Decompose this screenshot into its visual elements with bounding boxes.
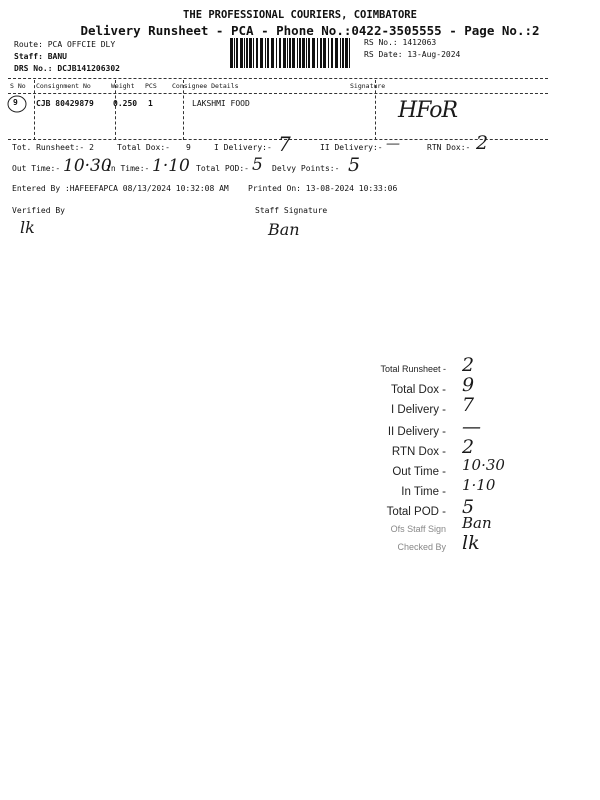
stamp-total-pod-value: 5 bbox=[462, 496, 475, 518]
out-time-label: Out Time:- bbox=[12, 164, 61, 173]
barcode-bar bbox=[236, 38, 238, 68]
barcode-bar bbox=[317, 38, 318, 68]
column-header-weight: Weight bbox=[111, 82, 135, 90]
barcode-bar bbox=[256, 38, 258, 68]
total-dox-value: 9 bbox=[186, 143, 191, 152]
stamp-out-time-value: 10·30 bbox=[462, 456, 505, 474]
barcode-bar bbox=[230, 38, 233, 68]
barcode-bar bbox=[331, 38, 333, 68]
verified-by-signature: lk bbox=[20, 218, 35, 237]
stamp-staff-sign-label: Ofs Staff Sign bbox=[390, 524, 446, 534]
barcode-bar bbox=[276, 38, 277, 68]
staff-signature: Ban bbox=[268, 220, 300, 239]
rtn-dox-value: 2 bbox=[476, 132, 489, 154]
stamp-i-delivery-value: 7 bbox=[462, 394, 475, 416]
column-header-sno: S No bbox=[10, 82, 26, 90]
stamp-checked-by-label: Checked By bbox=[397, 542, 446, 552]
rtn-dox-label: RTN Dox:- bbox=[427, 143, 471, 152]
runsheet-title: Delivery Runsheet - PCA - Phone No.:0422-3505555 - Page No.:2 bbox=[80, 23, 540, 38]
stamp-ii-delivery-value: — bbox=[462, 416, 481, 438]
stamp-rtn-dox-value: 2 bbox=[462, 436, 475, 458]
staff: Staff: BANU bbox=[14, 52, 67, 61]
barcode-bar bbox=[320, 38, 322, 68]
route: Route: PCA OFFCIE DLY bbox=[14, 40, 116, 49]
stamp-out-time-label: Out Time - bbox=[392, 466, 446, 478]
tot-runsheet: Tot. Runsheet:- 2 bbox=[12, 143, 94, 152]
table-row-weight: 0.250 bbox=[113, 99, 138, 108]
stamp-in-time-value: 1·10 bbox=[462, 476, 496, 494]
barcode-bar bbox=[244, 38, 245, 68]
printed-on: Printed On: 13-08-2024 10:33:06 bbox=[248, 184, 398, 193]
column-header-consignee: Consignee Details bbox=[172, 82, 239, 90]
barcode-bar bbox=[260, 38, 263, 68]
company-name: THE PROFESSIONAL COURIERS, COIMBATORE bbox=[183, 9, 417, 21]
rs-number: RS No.: 1412063 bbox=[364, 38, 437, 47]
barcode-bar bbox=[279, 38, 281, 68]
rs-date: RS Date: 13-Aug-2024 bbox=[364, 50, 461, 59]
drs-number: DRS No.: DCJB141206302 bbox=[14, 64, 120, 73]
barcode-bar bbox=[289, 38, 291, 68]
barcode-bar bbox=[302, 38, 305, 68]
barcode-bar bbox=[249, 38, 252, 68]
barcode-bar bbox=[234, 38, 235, 68]
barcode-bar bbox=[345, 38, 348, 68]
barcode-bar bbox=[308, 38, 310, 68]
table-row-consignment: CJB 80429879 bbox=[36, 99, 94, 108]
barcode-bar bbox=[306, 38, 307, 68]
in-time-value: 1·10 bbox=[152, 156, 190, 176]
barcode-bar bbox=[265, 38, 266, 68]
barcode-bar bbox=[299, 38, 301, 68]
stamp-i-delivery-label: I Delivery - bbox=[391, 404, 446, 416]
stamp-checked-by-value: lk bbox=[462, 532, 480, 554]
stamp-total-dox-value: 9 bbox=[462, 374, 475, 396]
ii-delivery-value: — bbox=[386, 136, 400, 152]
barcode-bar bbox=[292, 38, 295, 68]
entered-by: Entered By :HAFEEFAPCA 08/13/2024 10:32:08 AM bbox=[12, 184, 229, 193]
barcode-bar bbox=[287, 38, 288, 68]
i-delivery-label: I Delivery:- bbox=[214, 143, 272, 152]
barcode bbox=[230, 38, 354, 70]
table-row-pcs: 1 bbox=[148, 99, 153, 108]
barcode-bar bbox=[335, 38, 338, 68]
barcode-bar bbox=[240, 38, 243, 68]
barcode-bar bbox=[253, 38, 254, 68]
in-time-label: In Time:- bbox=[106, 164, 150, 173]
barcode-bar bbox=[328, 38, 329, 68]
barcode-bar bbox=[267, 38, 269, 68]
column-header-pcs: PCS bbox=[145, 82, 157, 90]
barcode-bar bbox=[297, 38, 298, 68]
barcode-bar bbox=[312, 38, 315, 68]
staff-signature-label: Staff Signature bbox=[255, 206, 328, 215]
table-row-sno: 9 bbox=[13, 98, 18, 107]
delvy-points-value: 5 bbox=[348, 154, 361, 176]
barcode-bar bbox=[342, 38, 344, 68]
stamp-total-pod-label: Total POD - bbox=[386, 506, 446, 518]
total-dox-label: Total Dox:- bbox=[117, 143, 170, 152]
column-header-signature: Signature bbox=[350, 82, 386, 90]
stamp-staff-sign-value: Ban bbox=[462, 514, 492, 532]
column-header-consignment: Consignment No bbox=[36, 82, 91, 90]
barcode-bar bbox=[271, 38, 274, 68]
barcode-bar bbox=[323, 38, 326, 68]
circle-mark-icon bbox=[6, 93, 28, 115]
verified-by-label: Verified By bbox=[12, 206, 65, 215]
delvy-points-label: Delvy Points:- bbox=[272, 164, 340, 173]
barcode-bar bbox=[340, 38, 341, 68]
receiver-signature: HFoR bbox=[398, 98, 458, 123]
stamp-rtn-dox-label: RTN Dox - bbox=[391, 446, 446, 458]
stamp-total-runsheet-label: Total Runsheet - bbox=[380, 364, 446, 374]
stamp-total-dox-label: Total Dox - bbox=[391, 384, 446, 396]
stamp-ii-delivery-label: II Delivery - bbox=[387, 426, 446, 438]
total-pod-value: 5 bbox=[252, 155, 263, 175]
stamp-in-time-label: In Time - bbox=[401, 486, 446, 498]
stamp-total-runsheet-value: 2 bbox=[462, 354, 475, 376]
table-row-consignee: LAKSHMI FOOD bbox=[192, 99, 250, 108]
total-pod-label: Total POD:- bbox=[196, 164, 249, 173]
barcode-bar bbox=[283, 38, 286, 68]
ii-delivery-label: II Delivery:- bbox=[320, 143, 383, 152]
barcode-bar bbox=[246, 38, 248, 68]
barcode-bar bbox=[349, 38, 350, 68]
out-time-value: 10·30 bbox=[63, 156, 112, 176]
i-delivery-value: 7 bbox=[278, 132, 291, 156]
